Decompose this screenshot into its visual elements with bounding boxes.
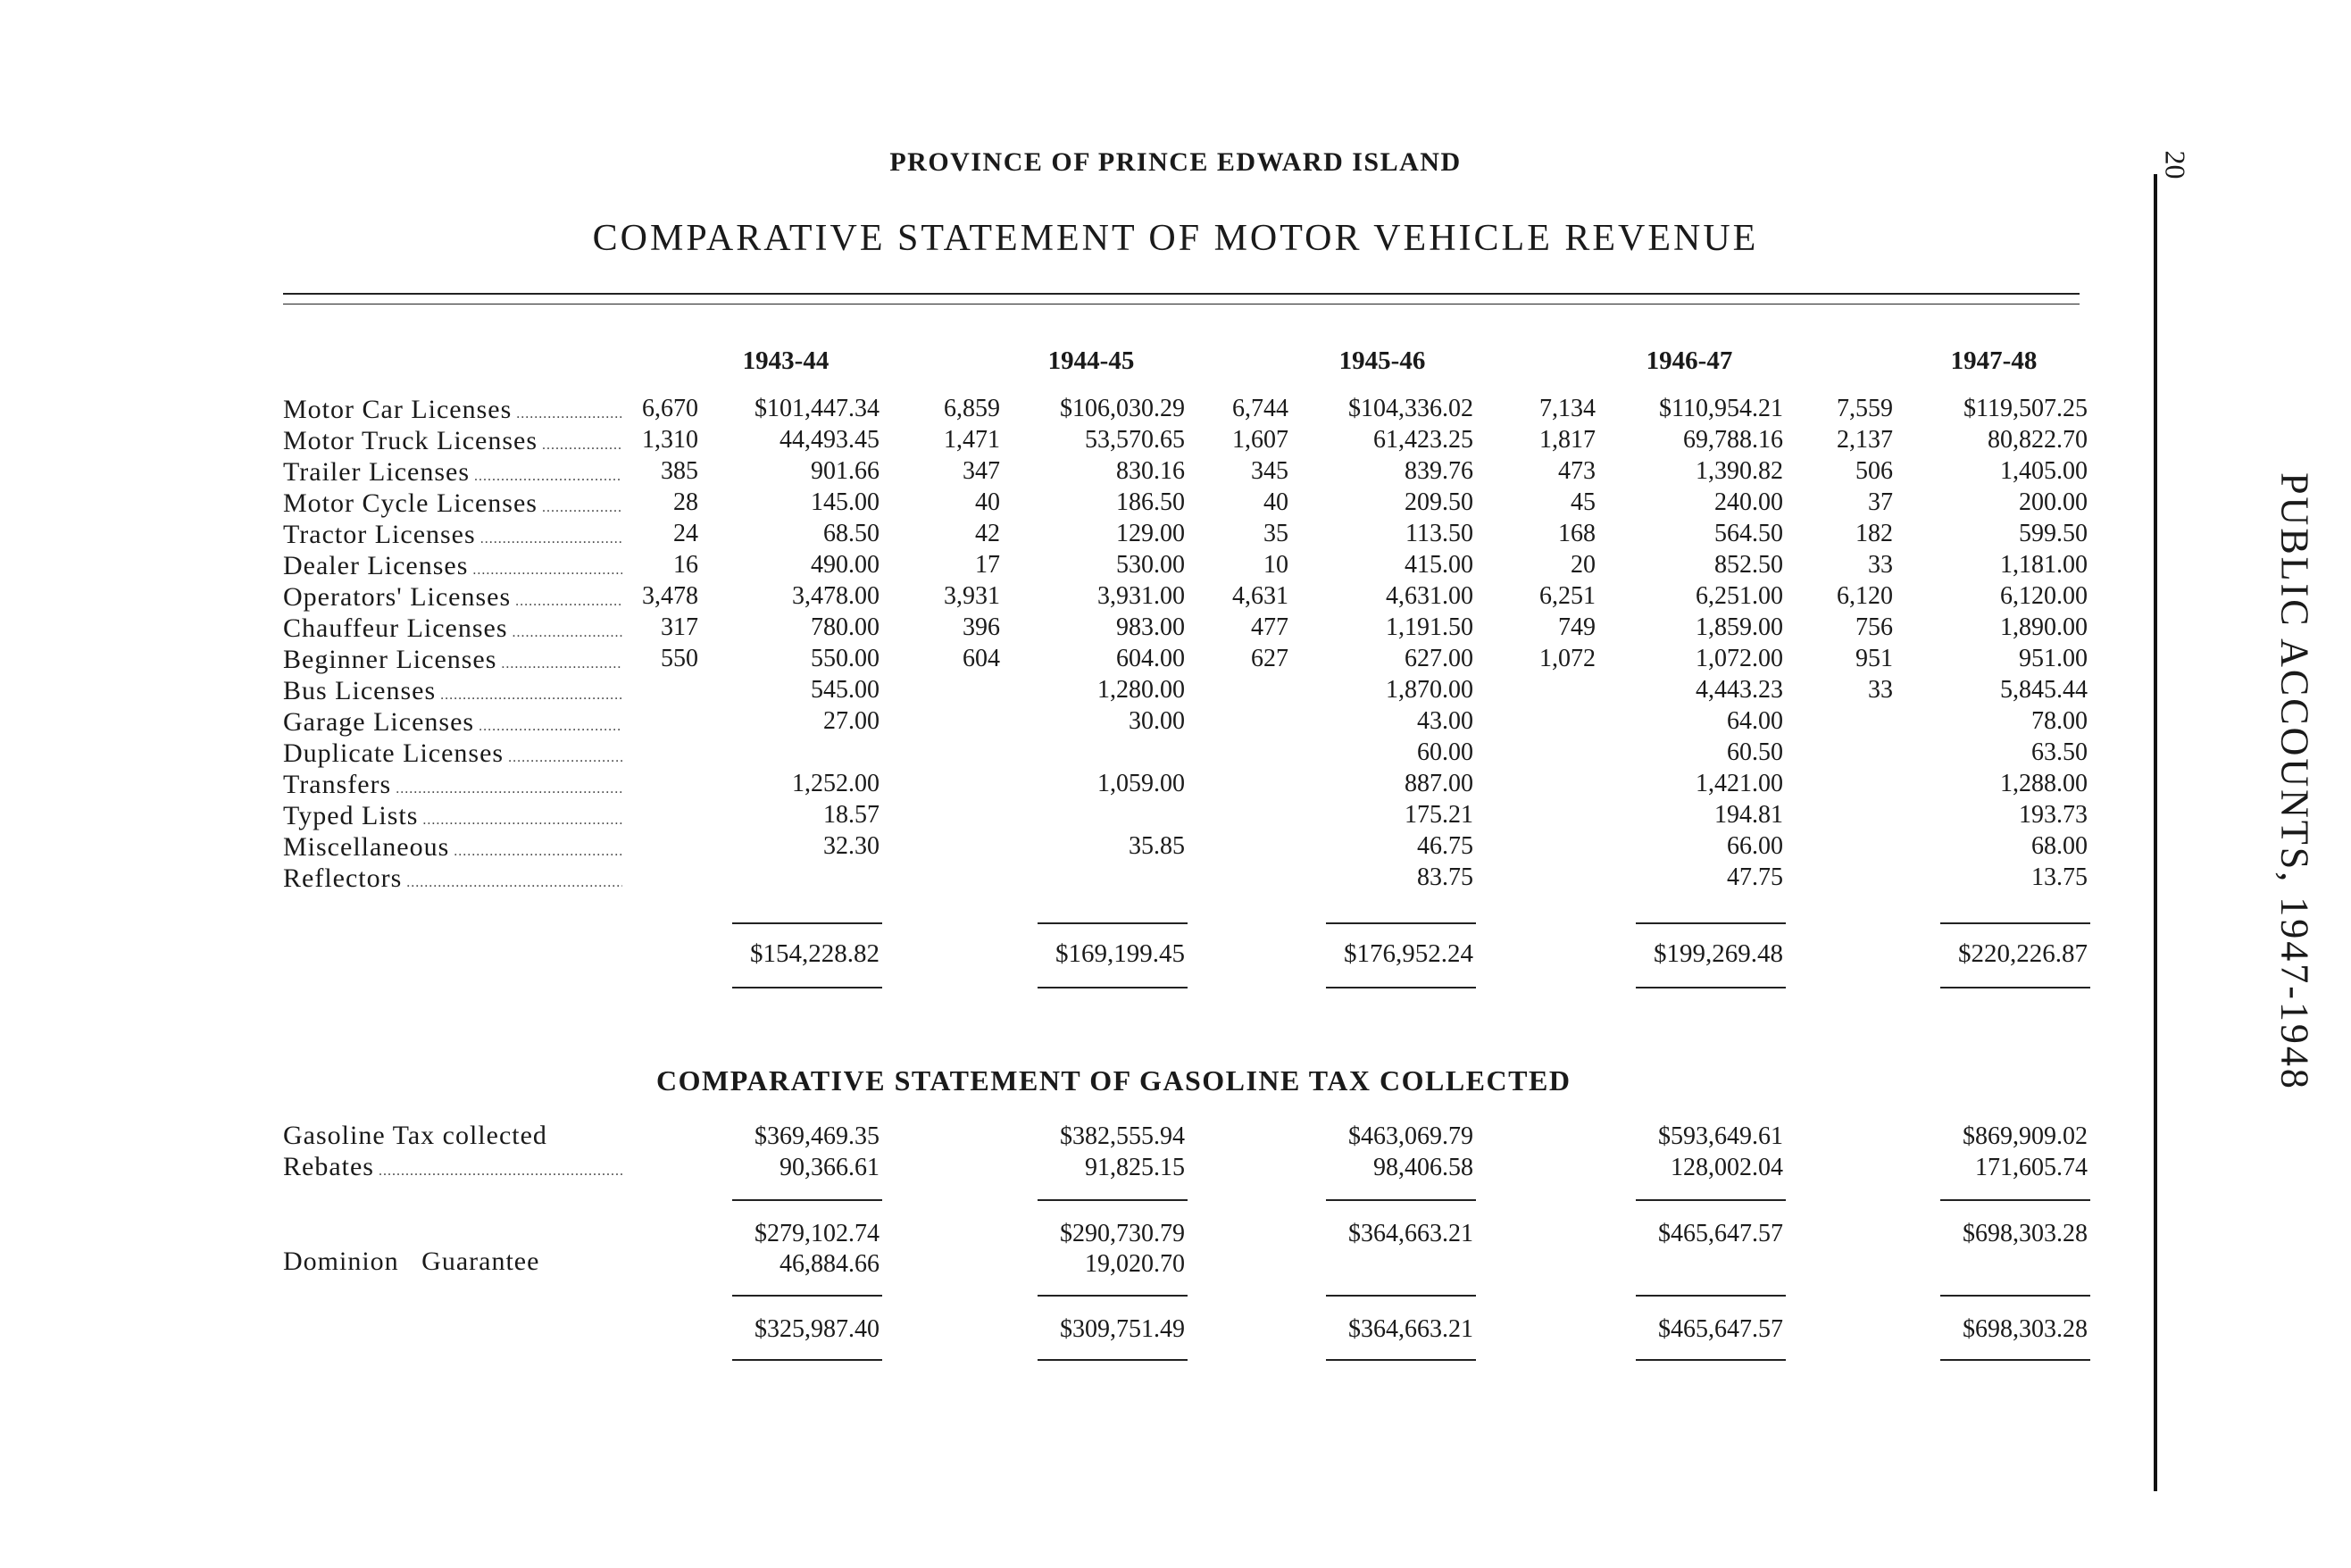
license-count: 7,559 [1837, 395, 1893, 422]
revenue-amount: 32.30 [823, 832, 880, 860]
gasoline-total: $465,647.57 [1658, 1315, 1783, 1343]
sum-rule [1940, 922, 2090, 924]
page-title: COMPARATIVE STATEMENT OF MOTOR VEHICLE REVENUE [592, 218, 1759, 259]
license-count: 182 [1855, 520, 1893, 547]
license-count: 10 [1263, 551, 1288, 579]
license-count: 347 [963, 457, 1000, 485]
license-count: 3,478 [642, 582, 698, 610]
revenue-amount: 6,120.00 [2000, 582, 2088, 610]
license-count: 33 [1868, 551, 1893, 579]
row-label: Chauffeur Licenses ..... [283, 613, 622, 644]
revenue-amount: 4,443.23 [1696, 676, 1783, 704]
revenue-amount: 564.50 [1714, 520, 1783, 547]
net-amount: $279,102.74 [754, 1220, 880, 1247]
gasoline-collected: $593,649.61 [1658, 1122, 1783, 1150]
revenue-amount: 1,191.50 [1386, 613, 1473, 641]
total-rule [1038, 987, 1188, 988]
revenue-amount: 209.50 [1405, 488, 1473, 516]
revenue-amount: 35.85 [1129, 832, 1185, 860]
total-rule [1038, 1359, 1188, 1361]
license-count: 317 [661, 613, 698, 641]
license-count: 24 [673, 520, 698, 547]
sum-rule [732, 922, 882, 924]
row-label: Reflectors ..... [283, 863, 622, 894]
side-running-title: PUBLIC ACCOUNTS, 1947-1948 [2272, 472, 2317, 1091]
table-row [0, 520, 2143, 552]
license-count: 28 [673, 488, 698, 516]
license-count: 40 [975, 488, 1000, 516]
revenue-amount: 60.00 [1417, 738, 1473, 766]
revenue-amount: 901.66 [811, 457, 880, 485]
total-rule [1636, 987, 1786, 988]
gasoline-total: $325,987.40 [754, 1315, 880, 1343]
table-row [0, 488, 2143, 521]
column-total: $220,226.87 [1958, 939, 2088, 968]
revenue-amount: 30.00 [1129, 707, 1185, 735]
sum-rule [732, 1199, 882, 1201]
revenue-amount: 545.00 [811, 676, 880, 704]
revenue-amount: 852.50 [1714, 551, 1783, 579]
revenue-amount: 129.00 [1116, 520, 1185, 547]
license-count: 749 [1558, 613, 1596, 641]
gasoline-total: $364,663.21 [1348, 1315, 1473, 1343]
revenue-amount: 63.50 [2031, 738, 2088, 766]
revenue-amount: 5,845.44 [2000, 676, 2088, 704]
gasoline-collected: $382,555.94 [1060, 1122, 1185, 1150]
row-label: Motor Truck Licenses ..... [283, 426, 622, 456]
license-count: 1,817 [1539, 426, 1596, 454]
revenue-amount: $119,507.25 [1963, 395, 2088, 422]
gasoline-collected-label: Gasoline Tax collected [283, 1121, 547, 1150]
revenue-amount: 830.16 [1116, 457, 1185, 485]
license-count: 6,744 [1232, 395, 1288, 422]
revenue-amount: 1,421.00 [1696, 770, 1783, 797]
guarantee-label: Dominion Guarantee [283, 1247, 540, 1276]
license-count: 2,137 [1837, 426, 1893, 454]
table-row [0, 457, 2143, 489]
license-count: 33 [1868, 676, 1893, 704]
revenue-amount: 194.81 [1714, 801, 1783, 829]
license-count: 396 [963, 613, 1000, 641]
sum-rule [1326, 922, 1476, 924]
revenue-amount: 1,059.00 [1097, 770, 1185, 797]
gasoline-total: $698,303.28 [1963, 1315, 2088, 1343]
revenue-amount: 53,570.65 [1085, 426, 1185, 454]
revenue-amount: 68.00 [2031, 832, 2088, 860]
column-total: $154,228.82 [750, 939, 880, 968]
gasoline-collected: $463,069.79 [1348, 1122, 1473, 1150]
revenue-amount: 47.75 [1727, 863, 1783, 891]
row-label: Beginner Licenses ..... [283, 645, 622, 675]
revenue-amount: 83.75 [1417, 863, 1473, 891]
column-total: $199,269.48 [1654, 939, 1783, 968]
year-header: 1944-45 [1047, 346, 1135, 375]
license-count: 3,931 [944, 582, 1000, 610]
total-rule [1326, 1359, 1476, 1361]
revenue-amount: 4,631.00 [1386, 582, 1473, 610]
row-label: Trailer Licenses ..... [283, 457, 622, 488]
table-row [0, 707, 2143, 739]
license-count: 17 [975, 551, 1000, 579]
row-label: Bus Licenses ..... [283, 676, 622, 706]
revenue-amount: 1,405.00 [2000, 457, 2088, 485]
license-count: 6,251 [1539, 582, 1596, 610]
table-row [0, 426, 2143, 458]
table-row [0, 613, 2143, 646]
row-label: Transfers ..... [283, 770, 622, 800]
table-row [0, 738, 2143, 771]
revenue-amount: 193.73 [2019, 801, 2088, 829]
sum-rule [732, 1295, 882, 1297]
sum-rule [1940, 1199, 2090, 1201]
revenue-amount: 64.00 [1727, 707, 1783, 735]
revenue-amount: 1,870.00 [1386, 676, 1473, 704]
net-amount: $698,303.28 [1963, 1220, 2088, 1247]
table-row [0, 645, 2143, 677]
year-header: 1947-48 [1950, 346, 2038, 375]
revenue-amount: $104,336.02 [1348, 395, 1473, 422]
license-count: 604 [963, 645, 1000, 672]
revenue-amount: 550.00 [811, 645, 880, 672]
revenue-amount: 780.00 [811, 613, 880, 641]
revenue-amount: 1,072.00 [1696, 645, 1783, 672]
revenue-amount: 66.00 [1727, 832, 1783, 860]
revenue-amount: 200.00 [2019, 488, 2088, 516]
title-rule [283, 293, 2080, 295]
revenue-amount: 599.50 [2019, 520, 2088, 547]
license-count: 6,859 [944, 395, 1000, 422]
total-rule [1326, 987, 1476, 988]
revenue-amount: 415.00 [1405, 551, 1473, 579]
row-label: Garage Licenses ..... [283, 707, 622, 738]
revenue-amount: 61,423.25 [1373, 426, 1473, 454]
table-row [0, 770, 2143, 802]
rebate-amount: 171,605.74 [1975, 1154, 2088, 1181]
license-count: 4,631 [1232, 582, 1288, 610]
license-count: 1,607 [1232, 426, 1288, 454]
revenue-amount: 490.00 [811, 551, 880, 579]
license-count: 756 [1855, 613, 1893, 641]
total-rule [1636, 1359, 1786, 1361]
sum-rule [1038, 1295, 1188, 1297]
province-title: PROVINCE OF PRINCE EDWARD ISLAND [889, 147, 1462, 177]
sum-rule [1940, 1295, 2090, 1297]
revenue-amount: 145.00 [811, 488, 880, 516]
guarantee-amount: 19,020.70 [1085, 1250, 1185, 1278]
row-label: Motor Cycle Licenses ..... [283, 488, 622, 519]
revenue-amount: 68.50 [823, 520, 880, 547]
total-rule [732, 1359, 882, 1361]
revenue-amount: 80,822.70 [1988, 426, 2088, 454]
column-total: $176,952.24 [1344, 939, 1473, 968]
sum-rule [1326, 1295, 1476, 1297]
revenue-amount: $106,030.29 [1060, 395, 1185, 422]
revenue-amount: 44,493.45 [779, 426, 880, 454]
page-number: 20 [2159, 150, 2192, 179]
revenue-amount: 186.50 [1116, 488, 1185, 516]
page-border [2154, 174, 2157, 1491]
sum-rule [1038, 922, 1188, 924]
revenue-amount: 983.00 [1116, 613, 1185, 641]
license-count: 951 [1855, 645, 1893, 672]
license-count: 168 [1558, 520, 1596, 547]
license-count: 40 [1263, 488, 1288, 516]
license-count: 627 [1251, 645, 1288, 672]
license-count: 45 [1571, 488, 1596, 516]
sum-rule [1326, 1199, 1476, 1201]
revenue-amount: 1,859.00 [1696, 613, 1783, 641]
revenue-amount: $101,447.34 [754, 395, 880, 422]
table-row [0, 551, 2143, 583]
row-label: Motor Car Licenses ..... [283, 395, 622, 425]
license-count: 6,120 [1837, 582, 1893, 610]
column-total: $169,199.45 [1055, 939, 1185, 968]
table-row [0, 676, 2143, 708]
rebate-amount: 90,366.61 [779, 1154, 880, 1181]
revenue-amount: 113.50 [1405, 520, 1473, 547]
total-rule [1940, 987, 2090, 988]
sum-rule [1636, 1199, 1786, 1201]
total-rule [732, 987, 882, 988]
revenue-amount: 78.00 [2031, 707, 2088, 735]
license-count: 345 [1251, 457, 1288, 485]
sum-rule [1636, 922, 1786, 924]
gasoline-collected: $869,909.02 [1963, 1122, 2088, 1150]
guarantee-amount: 46,884.66 [779, 1250, 880, 1278]
license-count: 506 [1855, 457, 1893, 485]
license-count: 6,670 [642, 395, 698, 422]
table-row [0, 582, 2143, 614]
revenue-amount: 604.00 [1116, 645, 1185, 672]
revenue-amount: 240.00 [1714, 488, 1783, 516]
revenue-amount: 27.00 [823, 707, 880, 735]
year-header: 1943-44 [742, 346, 830, 375]
row-label: Operators' Licenses ..... [283, 582, 622, 613]
revenue-amount: 3,478.00 [792, 582, 880, 610]
revenue-amount: 1,890.00 [2000, 613, 2088, 641]
gasoline-collected: $369,469.35 [754, 1122, 880, 1150]
row-label: Tractor Licenses ..... [283, 520, 622, 550]
revenue-amount: 175.21 [1405, 801, 1473, 829]
gasoline-total: $309,751.49 [1060, 1315, 1185, 1343]
row-label: Miscellaneous ..... [283, 832, 622, 863]
license-count: 1,310 [642, 426, 698, 454]
sum-rule [1636, 1295, 1786, 1297]
revenue-amount: 69,788.16 [1683, 426, 1783, 454]
revenue-amount: 46.75 [1417, 832, 1473, 860]
license-count: 35 [1263, 520, 1288, 547]
license-count: 42 [975, 520, 1000, 547]
row-label: Dealer Licenses ..... [283, 551, 622, 581]
revenue-amount: 1,288.00 [2000, 770, 2088, 797]
license-count: 37 [1868, 488, 1893, 516]
table-row [0, 801, 2143, 833]
row-label: Duplicate Licenses ..... [283, 738, 622, 769]
license-count: 16 [673, 551, 698, 579]
license-count: 7,134 [1539, 395, 1596, 422]
revenue-amount: 1,181.00 [2000, 551, 2088, 579]
revenue-amount: 1,390.82 [1696, 457, 1783, 485]
license-count: 477 [1251, 613, 1288, 641]
revenue-amount: 60.50 [1727, 738, 1783, 766]
net-amount: $465,647.57 [1658, 1220, 1783, 1247]
license-count: 550 [661, 645, 698, 672]
rebate-amount: 128,002.04 [1671, 1154, 1783, 1181]
revenue-amount: 18.57 [823, 801, 880, 829]
table-row [0, 863, 2143, 896]
rebates-label: Rebates ..... [283, 1152, 622, 1182]
table-row [0, 395, 2143, 427]
row-label: Typed Lists ..... [283, 801, 622, 831]
gasoline-section-title: COMPARATIVE STATEMENT OF GASOLINE TAX COLLECTED [656, 1064, 1572, 1097]
license-count: 20 [1571, 551, 1596, 579]
license-count: 385 [661, 457, 698, 485]
total-rule [1940, 1359, 2090, 1361]
year-header: 1946-47 [1646, 346, 1733, 375]
revenue-amount: 951.00 [2019, 645, 2088, 672]
license-count: 1,072 [1539, 645, 1596, 672]
license-count: 1,471 [944, 426, 1000, 454]
revenue-amount: 1,252.00 [792, 770, 880, 797]
revenue-amount: 3,931.00 [1097, 582, 1185, 610]
revenue-amount: 13.75 [2031, 863, 2088, 891]
revenue-amount: 1,280.00 [1097, 676, 1185, 704]
revenue-amount: 6,251.00 [1696, 582, 1783, 610]
revenue-amount: 887.00 [1405, 770, 1473, 797]
license-count: 473 [1558, 457, 1596, 485]
revenue-amount: $110,954.21 [1659, 395, 1783, 422]
table-row [0, 832, 2143, 864]
sum-rule [1038, 1199, 1188, 1201]
net-amount: $290,730.79 [1060, 1220, 1185, 1247]
revenue-amount: 43.00 [1417, 707, 1473, 735]
rebate-amount: 98,406.58 [1373, 1154, 1473, 1181]
revenue-amount: 530.00 [1116, 551, 1185, 579]
net-amount: $364,663.21 [1348, 1220, 1473, 1247]
year-header: 1945-46 [1338, 346, 1426, 375]
revenue-amount: 627.00 [1405, 645, 1473, 672]
rebate-amount: 91,825.15 [1085, 1154, 1185, 1181]
revenue-amount: 839.76 [1405, 457, 1473, 485]
